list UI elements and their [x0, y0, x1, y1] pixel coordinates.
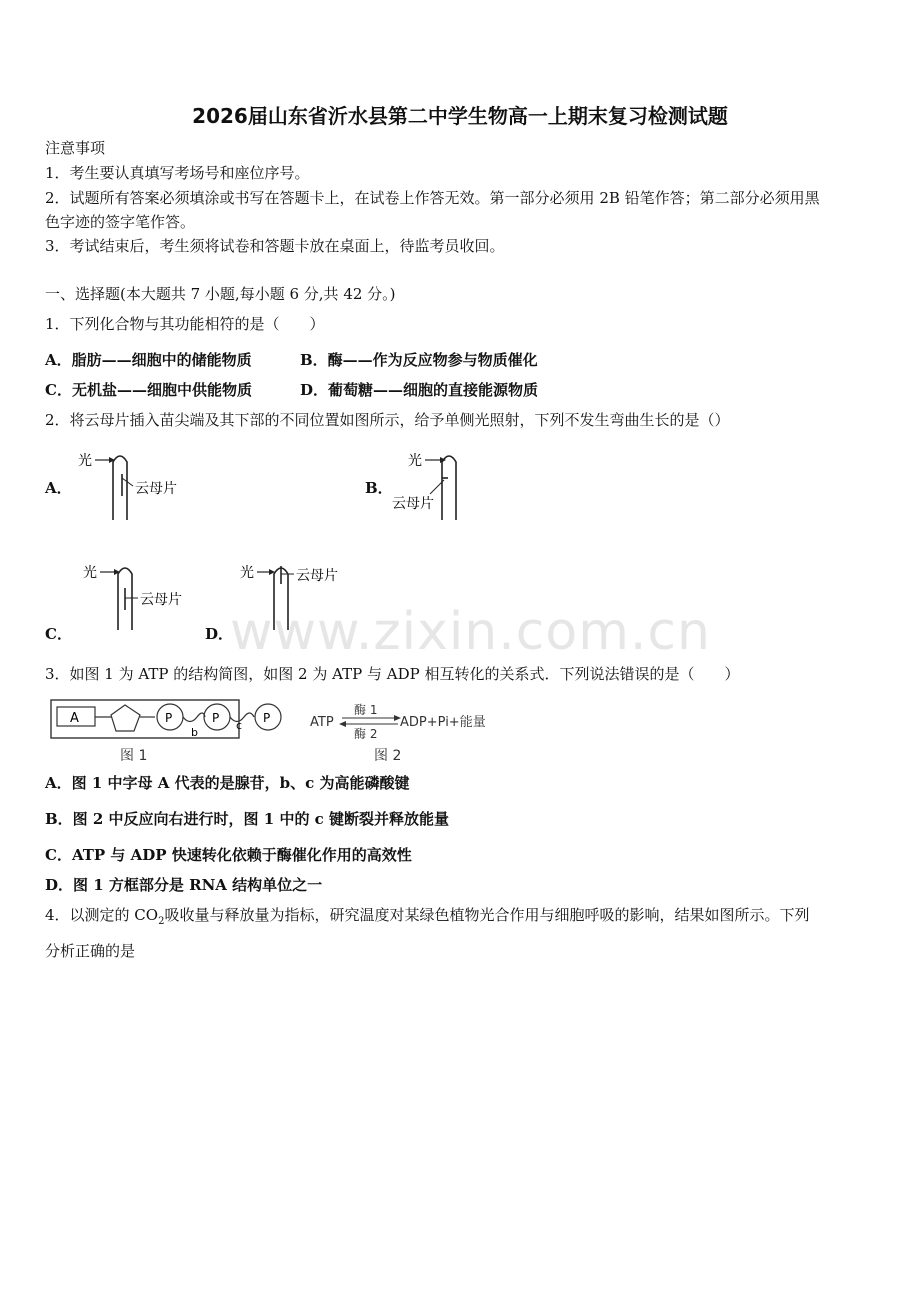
figure-1-caption: 图 1: [120, 748, 148, 764]
mica-label: 云母片: [135, 481, 177, 497]
mica-label: 云母片: [140, 592, 182, 608]
light-label: 光: [78, 453, 92, 469]
question-3-stem: 3．如图 1 为 ATP 的结构简图，如图 2 为 ATP 与 ADP 相互转化的关系式．下列说法错误的是（ ）: [45, 665, 740, 683]
page-title: 2026届山东省沂水县第二中学生物高一上期末复习检测试题: [192, 104, 728, 128]
q1-option-a: A．脂肪——细胞中的储能物质: [45, 351, 252, 369]
phosphate-label: P: [263, 711, 271, 725]
mica-label: 云母片: [392, 496, 434, 512]
enzyme-2-label: 酶 2: [354, 727, 378, 741]
q2-option-d-label: D．: [205, 625, 234, 643]
phosphate-label: P: [212, 711, 220, 725]
notice-item: 色字迹的签字笔作答。: [45, 213, 196, 231]
coleoptile-figure-a: [75, 448, 205, 523]
light-label: 光: [240, 565, 254, 581]
q3-option-c: C．ATP 与 ADP 快速转化依赖于酶催化作用的高效性: [45, 846, 412, 864]
notice-item: 3．考试结束后，考生须将试卷和答题卡放在桌面上，待监考员收回。: [45, 237, 505, 255]
adenine-label: A: [70, 711, 79, 726]
section-heading: 一、选择题(本大题共 7 小题,每小题 6 分,共 42 分。): [45, 285, 396, 303]
question-1-stem: 1．下列化合物与其功能相符的是（ ）: [45, 315, 325, 333]
light-label: 光: [83, 565, 97, 581]
mica-label: 云母片: [296, 568, 338, 584]
light-label: 光: [408, 453, 422, 469]
q2-option-a-label: A．: [45, 479, 72, 497]
watermark: www.zixin.com.cn: [230, 602, 711, 662]
bond-c-label: c: [236, 719, 243, 732]
question-2-stem: 2．将云母片插入苗尖端及其下部的不同位置如图所示，给予单侧光照射，下列不发生弯曲生长的是（）: [45, 411, 730, 429]
notice-heading: 注意事项: [45, 139, 106, 157]
question-4-stem: [45, 905, 809, 932]
figure-2-caption: 图 2: [374, 748, 402, 764]
q4-stem-post: 吸收量与释放量为指标，研究温度对某绿色植物光合作用与细胞呼吸的影响，结果如图所示。下列: [164, 906, 810, 924]
q3-option-a: A．图 1 中字母 A 代表的是腺苷，b、c 为高能磷酸键: [45, 774, 410, 792]
atp-adp-equation-figure: [308, 698, 493, 766]
q2-option-b-label: B．: [365, 479, 393, 497]
phosphate-label: P: [165, 711, 173, 725]
notice-item: 2．试题所有答案必须填涂或书写在答题卡上，在试卷上作答无效。第一部分必须用 2B 铅笔作答；第二部分必须用黑: [45, 189, 820, 207]
coleoptile-figure-b: [388, 448, 478, 523]
q2-option-c-label: C．: [45, 625, 72, 643]
q1-option-c: C．无机盐——细胞中供能物质: [45, 381, 252, 399]
q4-subscript: 2: [158, 916, 165, 927]
question-4-stem-cont: 分析正确的是: [45, 942, 136, 960]
bond-b-label: b: [191, 726, 198, 739]
enzyme-1-label: 酶 1: [354, 703, 378, 717]
adp-products-label: ADP+Pi+能量: [400, 715, 486, 730]
q3-option-d: D．图 1 方框部分是 RNA 结构单位之一: [45, 876, 323, 894]
q1-option-d: D．葡萄糖——细胞的直接能源物质: [300, 381, 539, 399]
q3-option-b: B．图 2 中反应向右进行时，图 1 中的 c 键断裂并释放能量: [45, 810, 450, 828]
coleoptile-figure-c: [80, 558, 200, 633]
notice-item: 1．考生要认真填写考场号和座位序号。: [45, 164, 310, 182]
q4-stem-pre: 4．以测定的 CO: [45, 906, 159, 924]
q1-option-b: B．酶——作为反应物参与物质催化: [300, 351, 538, 369]
ribose-pentagon: [111, 705, 140, 731]
atp-structure-figure: [48, 696, 298, 766]
atp-label: ATP: [310, 715, 334, 730]
